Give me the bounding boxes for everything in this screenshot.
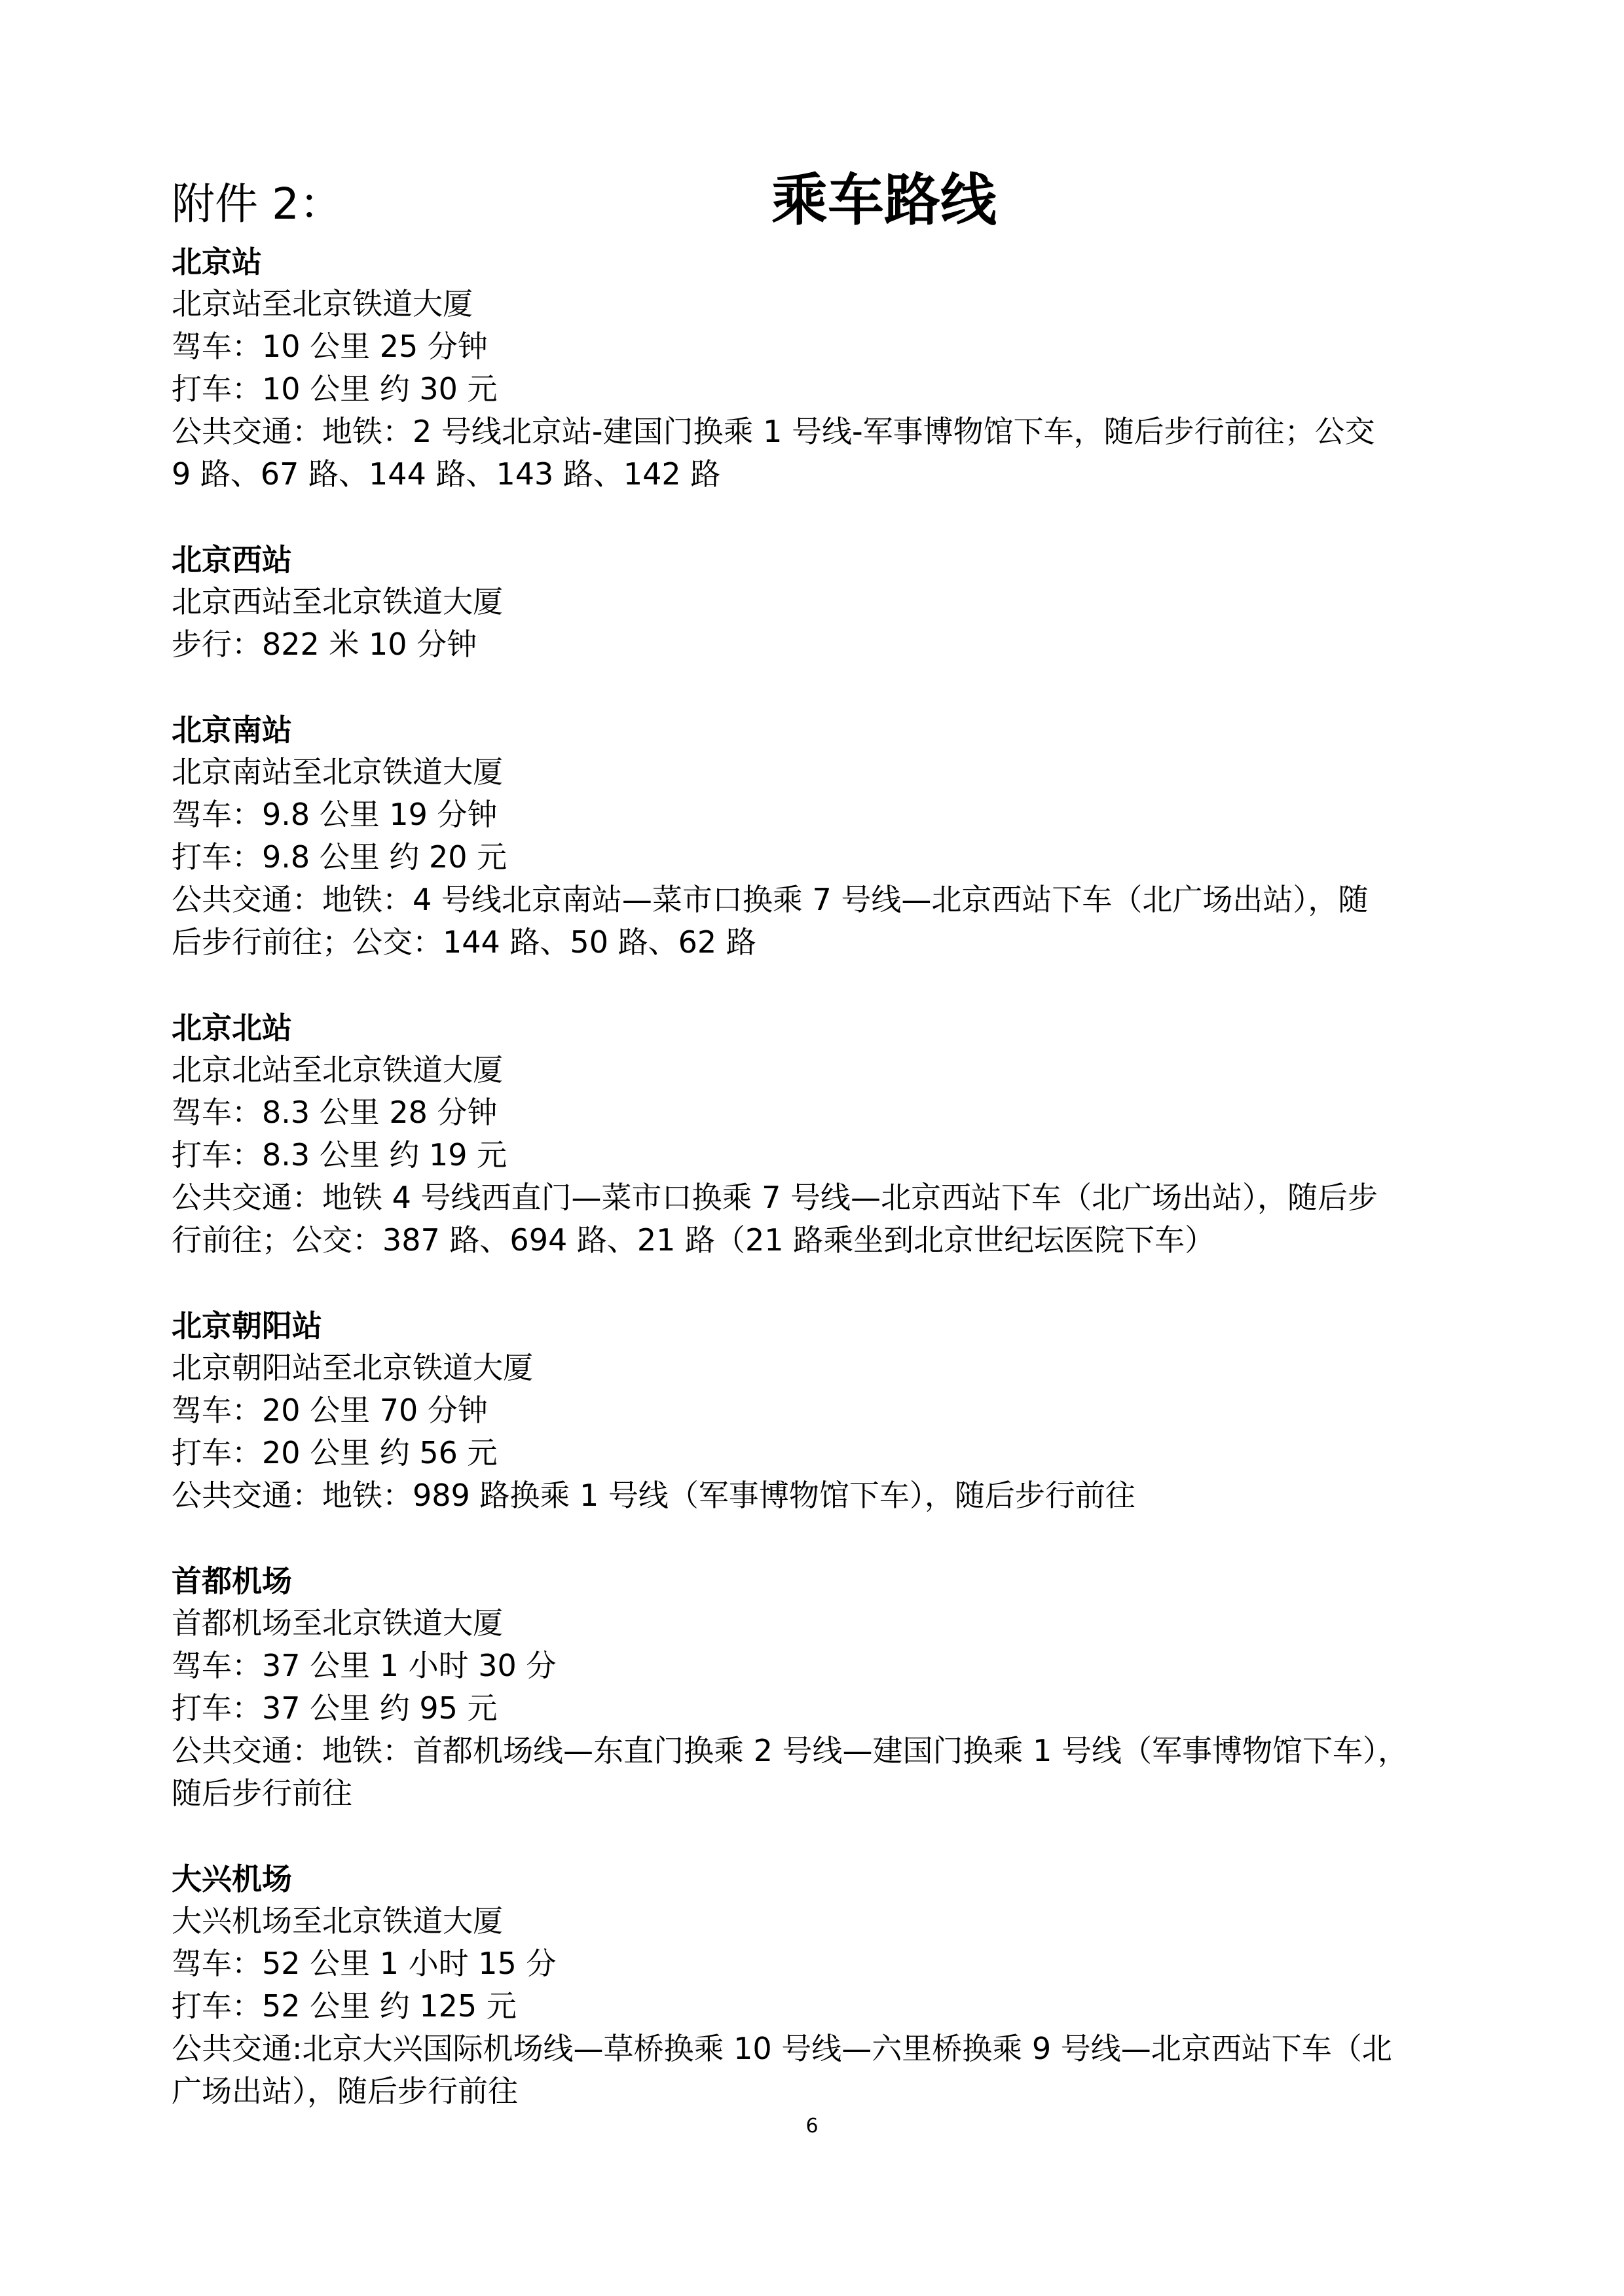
public-transit-info: 公共交通：地铁：4 号线北京南站—菜市口换乘 7 号线—北京西站下车（北广场出站），随 xyxy=(172,882,1369,917)
public-transit-info-continued: 广场出站），随后步行前往 xyxy=(172,2073,518,2109)
section-beijing-north-station xyxy=(172,1007,1468,1262)
section-heading: 北京朝阳站 xyxy=(172,1308,322,1343)
page-number: 6 xyxy=(805,2115,819,2138)
route-sections xyxy=(172,241,1468,2156)
page-title: 乘车路线 xyxy=(771,168,997,233)
taxi-info: 打车：20 公里 约 56 元 xyxy=(172,1435,498,1470)
taxi-info: 打车：8.3 公里 约 19 元 xyxy=(172,1137,507,1173)
section-heading: 北京站 xyxy=(172,244,262,280)
public-transit-info: 公共交通：地铁：989 路换乘 1 号线（军事博物馆下车），随后步行前往 xyxy=(172,1478,1135,1513)
route-summary: 北京西站至北京铁道大厦 xyxy=(172,584,503,619)
route-summary: 北京站至北京铁道大厦 xyxy=(172,286,473,321)
section-capital-airport xyxy=(172,1560,1468,1815)
section-heading: 北京南站 xyxy=(172,712,292,748)
section-heading: 北京北站 xyxy=(172,1010,292,1046)
public-transit-info-continued: 行前往；公交：387 路、694 路、21 路（21 路乘坐到北京世纪坛医院下车） xyxy=(172,1222,1215,1258)
driving-info: 驾车：9.8 公里 19 分钟 xyxy=(172,797,498,832)
public-transit-info-continued: 后步行前往；公交：144 路、50 路、62 路 xyxy=(172,924,756,960)
public-transit-info-continued: 9 路、67 路、144 路、143 路、142 路 xyxy=(172,456,721,492)
taxi-info: 打车：52 公里 约 125 元 xyxy=(172,1988,517,2024)
driving-info: 驾车：10 公里 25 分钟 xyxy=(172,329,488,364)
taxi-info: 打车：10 公里 约 30 元 xyxy=(172,371,498,407)
public-transit-info: 公共交通：地铁：首都机场线—东直门换乘 2 号线—建国门换乘 1 号线（军事博物馆下车）， xyxy=(172,1733,1409,1768)
attachment-label: 附件 2： xyxy=(172,179,342,229)
route-summary: 北京朝阳站至北京铁道大厦 xyxy=(172,1350,533,1385)
public-transit-info: 公共交通：地铁 4 号线西直门—菜市口换乘 7 号线—北京西站下车（北广场出站），随后步 xyxy=(172,1180,1378,1215)
section-beijing-west-station xyxy=(172,539,1468,666)
route-summary: 北京北站至北京铁道大厦 xyxy=(172,1052,503,1087)
route-summary: 首都机场至北京铁道大厦 xyxy=(172,1605,503,1641)
driving-info: 驾车：20 公里 70 分钟 xyxy=(172,1393,488,1428)
driving-info: 驾车：52 公里 1 小时 15 分 xyxy=(172,1946,557,1981)
taxi-info: 打车：37 公里 约 95 元 xyxy=(172,1690,498,1726)
section-beijing-station xyxy=(172,241,1468,496)
route-summary: 大兴机场至北京铁道大厦 xyxy=(172,1903,503,1939)
route-summary: 北京南站至北京铁道大厦 xyxy=(172,754,503,790)
taxi-info: 打车：9.8 公里 约 20 元 xyxy=(172,839,507,875)
public-transit-info: 公共交通:北京大兴国际机场线—草桥换乘 10 号线—六里桥换乘 9 号线—北京西站下车（北 xyxy=(172,2031,1392,2066)
section-heading: 首都机场 xyxy=(172,1563,292,1599)
section-daxing-airport xyxy=(172,1858,1468,2113)
public-transit-info: 公共交通：地铁：2 号线北京站-建国门换乘 1 号线-军事博物馆下车，随后步行前往；公交 xyxy=(172,414,1375,449)
walking-info: 步行：822 米 10 分钟 xyxy=(172,627,477,662)
public-transit-info-continued: 随后步行前往 xyxy=(172,1776,352,1811)
driving-info: 驾车：37 公里 1 小时 30 分 xyxy=(172,1648,557,1683)
section-beijing-south-station xyxy=(172,709,1468,964)
driving-info: 驾车：8.3 公里 28 分钟 xyxy=(172,1095,498,1130)
section-beijing-chaoyang-station xyxy=(172,1305,1468,1517)
section-heading: 大兴机场 xyxy=(172,1861,292,1897)
section-heading: 北京西站 xyxy=(172,542,292,577)
